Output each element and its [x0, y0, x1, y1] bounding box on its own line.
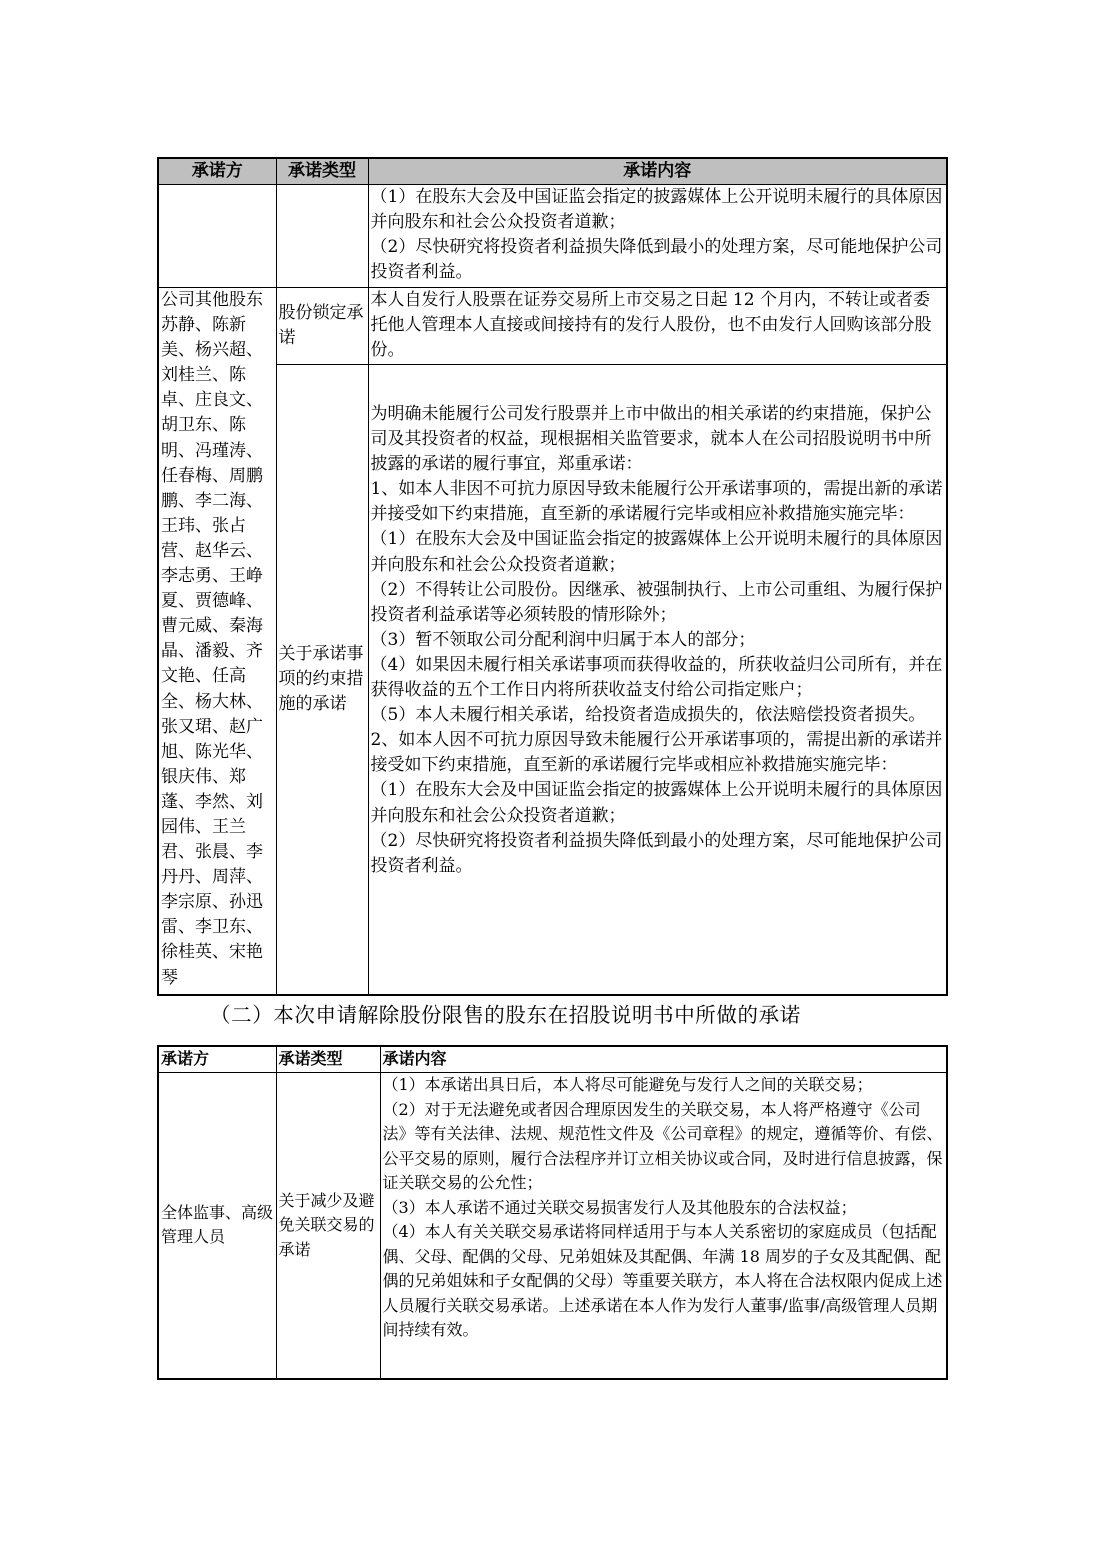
content-line: 2、如本人因不可抗力原因导致未能履行公开承诺事项的，需提出新的承诺并接受如下约束措施，直至新的承诺履行完毕或相应补救措施实施完毕： — [370, 730, 943, 776]
content-line: （2）尽快研究将投资者利益损失降低到最小的处理方案，尽可能地保护公司投资者利益。 — [370, 830, 943, 876]
content-cell — [368, 288, 947, 365]
content-line: （3）暂不领取公司分配利润中归属于本人的部分； — [370, 629, 756, 650]
content-line: （1）在股东大会及中国证监会指定的披露媒体上公开说明未履行的具体原因并向股东和社会公众投资者道歉； — [370, 780, 943, 826]
table-row — [158, 288, 947, 365]
content-line: 本人自发行人股票在证券交易所上市交易之日起 12 个月内，不转让或者委托他人管理本人直接或间接持有的发行人股份，也不由发行人回购该部分股份。 — [370, 290, 932, 361]
party-cell: 全体监事、高级管理人员 — [158, 1073, 276, 1379]
content-line: 1、如本人非因不可抗力原因导致未能履行公开承诺事项的，需提出新的承诺并接受如下约束措施，直至新的承诺履行完毕或相应补救措施实施完毕： — [370, 479, 943, 525]
type-cell — [276, 185, 368, 288]
content-cell — [368, 185, 947, 288]
header-party: 承诺方 — [158, 158, 276, 185]
header-content: 承诺内容 — [380, 1046, 947, 1073]
party-cell: 公司其他股东苏静、陈新美、杨兴超、刘桂兰、陈卓、庄良文、胡卫东、陈明、冯瑾涛、任春梅、周鹏鹏、李二海、王玮、张占营、赵华云、李志勇、王峥夏、贾德峰、曹元威、秦海晶、潘毅、齐文艳、任高全、杨大林、张又珺、赵广旭、陈光华、银庆伟、郑蓬、李然、刘园伟、王兰君、张晨、李丹丹、周萍、李宗原、孙迅雷、李卫东、徐桂英、宋艳琴 — [158, 288, 276, 995]
content-line: （1）在股东大会及中国证监会指定的披露媒体上公开说明未履行的具体原因并向股东和社会公众投资者道歉； — [370, 529, 943, 575]
content-line: （2）对于无法避免或者因合理原因发生的关联交易，本人将严格遵守《公司法》等有关法律、法规、规范性文件及《公司章程》的规定，遵循等价、有偿、公平交易的原则，履行合法程序并订立相关协议或合同，及时进行信息披露，保证关联交易的公允性； — [382, 1099, 943, 1192]
content-line: （4）本人有关关联交易承诺将同样适用于与本人关系密切的家庭成员（包括配偶、父母、配偶的父母、兄弟姐妹及其配偶、年满 18 周岁的子女及其配偶、配偶的兄弟姐妹和子女配偶的父母）等重要关联方，本人将在合法权限内促成上述人员履行关联交易承诺。上述承诺在本人作为发行人董事/监事/高级管理人员期间持续有效。 — [382, 1222, 943, 1339]
content-line: （5）本人未履行相关承诺，给投资者造成损失的，依法赔偿投资者损失。 — [370, 705, 926, 726]
commitment-table-1 — [157, 157, 948, 996]
content-line: 为明确未能履行公司发行股票并上市中做出的相关承诺的约束措施，保护公司及其投资者的权益，现根据相关监管要求，就本人在公司招股说明书中所披露的承诺的履行事宜，郑重承诺： — [370, 404, 932, 475]
content-line: （3）本人承诺不通过关联交易损害发行人及其他股东的合法权益； — [382, 1197, 857, 1217]
header-content: 承诺内容 — [368, 158, 947, 185]
content-cell — [380, 1073, 947, 1379]
table-row — [158, 185, 947, 288]
table-row — [158, 1073, 947, 1379]
table-header-row — [158, 158, 947, 185]
content-line: （2）尽快研究将投资者利益损失降低到最小的处理方案，尽可能地保护公司投资者利益。 — [370, 237, 943, 283]
table-header-row — [158, 1046, 947, 1073]
commitment-table-2 — [157, 1045, 948, 1380]
content-cell — [368, 365, 947, 995]
content-line: （4）如果因未履行相关承诺事项而获得收益的，所获收益归公司所有，并在获得收益的五个工作日内将所获收益支付给公司指定账户； — [370, 654, 943, 701]
content-line: （2）不得转让公司股份。因继承、被强制执行、上市公司重组、为履行保护投资者利益承诺等必须转股的情形除外； — [370, 579, 943, 625]
content-line: （1）本承诺出具日后，本人将尽可能避免与发行人之间的关联交易； — [382, 1075, 873, 1094]
header-type: 承诺类型 — [276, 158, 368, 185]
header-type: 承诺类型 — [276, 1046, 380, 1073]
table-row — [158, 365, 947, 995]
party-cell — [158, 185, 276, 288]
content-line: （1）在股东大会及中国证监会指定的披露媒体上公开说明未履行的具体原因并向股东和社会公众投资者道歉； — [370, 187, 943, 233]
section-heading: （二）本次申请解除股份限售的股东在招股说明书中所做的承诺 — [210, 1003, 801, 1027]
type-cell: 股份锁定承诺 — [276, 288, 368, 365]
type-cell: 关于减少及避免关联交易的承诺 — [276, 1073, 380, 1379]
header-party: 承诺方 — [158, 1046, 276, 1073]
type-cell: 关于承诺事项的约束措施的承诺 — [276, 365, 368, 995]
